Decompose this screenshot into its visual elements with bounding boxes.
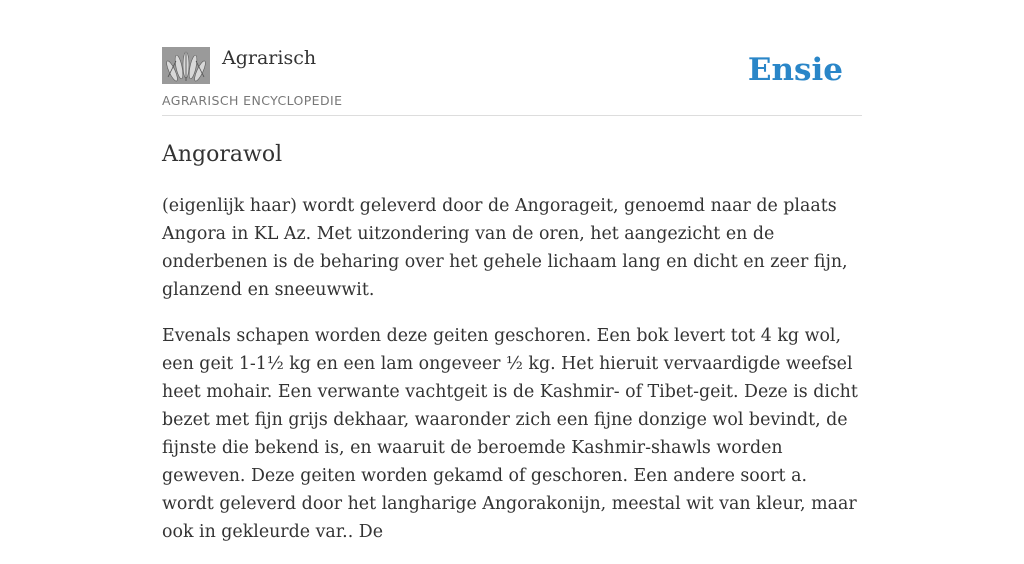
site-name[interactable]: Agrarisch — [222, 47, 317, 69]
article-paragraph: Evenals schapen worden deze geiten geschoren. Een bok levert tot 4 kg wol, een geit 1-1½ kg en een lam ongeveer ½ kg. Het hieruit vervaardigde weefsel heet mohair. Een verwante vachtgeit is de Kashmir- of Tibet-geit. Deze is dicht bezet met fijn grijs dekhaar, waaronder zich een fijne donzige wol bevindt, de fijnste die bekend is, en waaruit de beroemde Kashmir-shawls worden geweven. Deze geiten worden gekamd of geschoren. Een andere soort a. wordt geleverd door het langharige Angorakonijn, meestal wit van kleur, maar ook in gekleurde var.. De — [162, 326, 858, 542]
article-title: Angorawol — [162, 142, 283, 167]
article-body — [162, 192, 862, 564]
brand-logo[interactable]: Ensie — [747, 52, 843, 88]
header-divider — [162, 115, 862, 116]
wheat-logo-icon[interactable] — [162, 47, 210, 84]
site-tagline: AGRARISCH ENCYCLOPEDIE — [162, 93, 343, 108]
site-header — [162, 44, 862, 116]
article-paragraph: (eigenlijk haar) wordt geleverd door de Angorageit, genoemd naar de plaats Angora in KL Az. Met uitzondering van de oren, het aangezicht en de onderbenen is de beharing over het gehele lichaam lang en dicht en zeer fijn, glanzend en sneeuwwit. — [162, 196, 848, 300]
